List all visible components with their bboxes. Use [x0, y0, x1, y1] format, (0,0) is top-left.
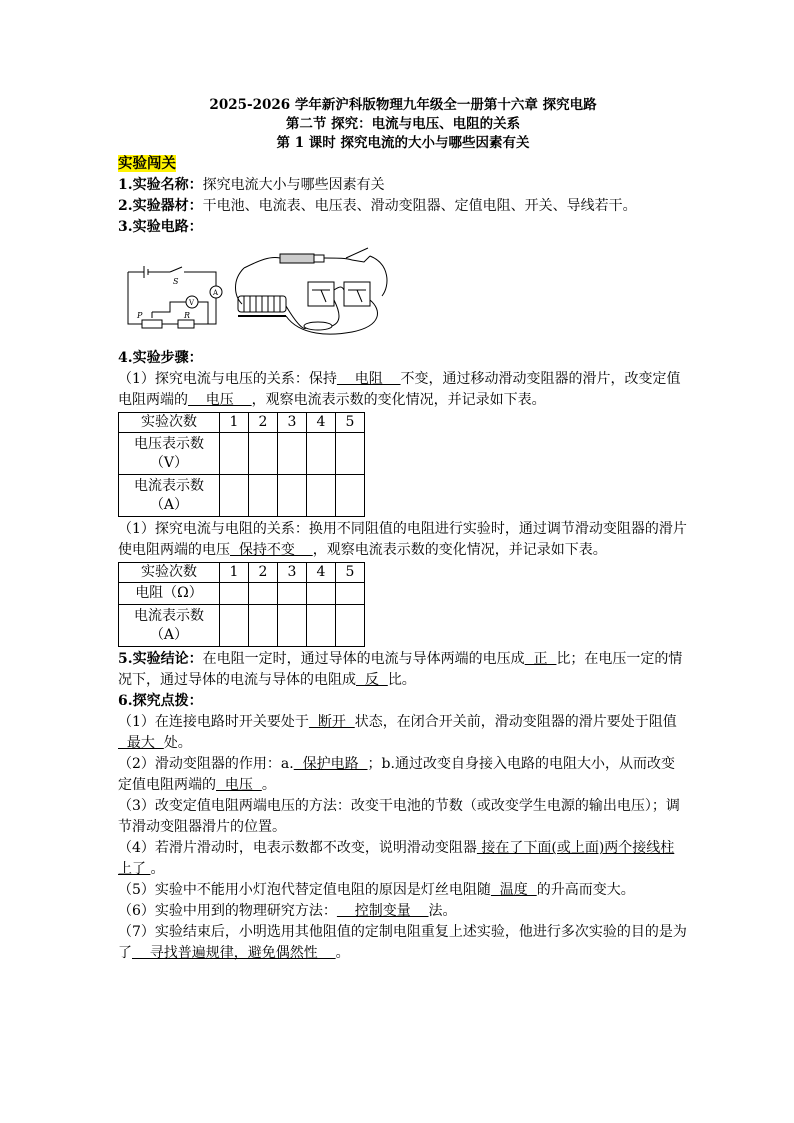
circuit-figure: [120, 246, 420, 342]
tip-6: （6）实验中用到的物理研究方法： 控制变量 法。: [118, 903, 457, 919]
item-equipment: 2.实验器材：干电池、电流表、电压表、滑动变阻器、定值电阻、开关、导线若干。: [118, 198, 637, 214]
slider-label: P: [137, 311, 143, 320]
answer-blank: 接在了下面(或上面)两个接线柱上了: [118, 840, 675, 877]
tip-4: （4）若滑片滑动时，电表示数都不改变，说明滑动变阻器 接在了下面(或上面)两个接线柱上了 。: [118, 840, 675, 877]
tip-5: （5）实验中不能用小灯泡代替定值电阻的原因是灯丝电阻随 温度 的升高而变大。: [118, 882, 635, 898]
table-row: 电压表示数（V）: [119, 433, 365, 475]
answer-blank: 保持不变: [230, 542, 313, 558]
answer-blank: 寻找普遍规律，避免偶然性: [132, 945, 336, 961]
voltmeter-label: V: [189, 299, 195, 307]
table-row: 电流表示数（A）: [119, 605, 365, 647]
item-tips-label: 6.探究点拨：: [118, 693, 203, 709]
tip-2: （2）滑动变阻器的作用：a. 保护电路 ；b.通过改变自身接入电路的电阻大小，从而改变定值电阻两端的 电压 。: [118, 756, 675, 793]
step-voltage-relation: （1）探究电流与电压的关系：保持 电阻 不变，通过移动滑动变阻器的滑片，改变定值电阻两端的 电压 ，观察电流表示数的变化情况，并记录如下表。: [118, 371, 681, 408]
item-steps-label: 4.实验步骤：: [118, 350, 203, 366]
tip-3: （3）改变定值电阻两端电压的方法：改变干电池的节数（或改变学生电源的输出电压）；调节滑动变阻器滑片的位置。: [118, 798, 680, 835]
lesson-title: 第 1 课时 探究电流的大小与哪些因素有关: [276, 135, 530, 151]
answer-blank: 反: [356, 672, 388, 688]
section-tag: 实验闯关: [118, 155, 176, 172]
answer-blank: 电压: [216, 777, 262, 793]
answer-blank: 电压: [188, 392, 252, 408]
apparatus-drawing: [236, 248, 387, 334]
table-voltage-current: [118, 412, 365, 517]
table-row: 实验次数 1 2 3 4 5: [119, 563, 365, 583]
answer-blank: 控制变量: [336, 903, 429, 919]
switch-label: S: [173, 277, 179, 286]
answer-blank: 温度: [490, 882, 537, 898]
answer-blank: 电阻: [336, 371, 401, 387]
ammeter-label: A: [213, 289, 219, 297]
tip-7: （7）实验结束后，小明选用其他阻值的定制电阻重复上述实验，他进行多次实验的目的是为了 寻找普遍规律，避免偶然性 。: [118, 924, 687, 961]
item-circuit: 3.实验电路：: [118, 219, 203, 235]
answer-blank: 最大: [118, 735, 164, 751]
table-row: 电流表示数（A）: [119, 475, 365, 517]
table-row: 电阻（Ω）: [119, 583, 365, 605]
answer-blank: 保护电路: [293, 756, 368, 772]
resistor-label: R: [184, 311, 191, 320]
table-resistance-current: [118, 562, 365, 647]
item-experiment-name: 1.实验名称：探究电流大小与哪些因素有关: [118, 177, 385, 193]
item-conclusion: 5.实验结论：在电阻一定时，通过导体的电流与导体两端的电压成 正 比；在电压一定的情况下，通过导体的电流与导体的电阻成 反 比。: [118, 651, 683, 688]
doc-title: 2025-2026 学年新沪科版物理九年级全一册第十六章 探究电路: [209, 97, 597, 113]
step-resistance-relation: （1）探究电流与电阻的关系：换用不同阻值的电阻进行实验时，通过调节滑动变阻器的滑片使电阻两端的电压 保持不变 ，观察电流表示数的变化情况，并记录如下表。: [118, 521, 687, 558]
answer-blank: 断开: [308, 714, 355, 730]
table-row: 实验次数 1 2 3 4 5: [119, 413, 365, 433]
tip-1: （1）在连接电路时开关要处于 断开 状态，在闭合开关前，滑动变阻器的滑片要处于阻值 最大 处。: [118, 714, 677, 751]
section-title: 第二节 探究：电流与电压、电阻的关系: [285, 116, 521, 132]
answer-blank: 正: [524, 651, 557, 667]
worksheet: [118, 96, 688, 964]
